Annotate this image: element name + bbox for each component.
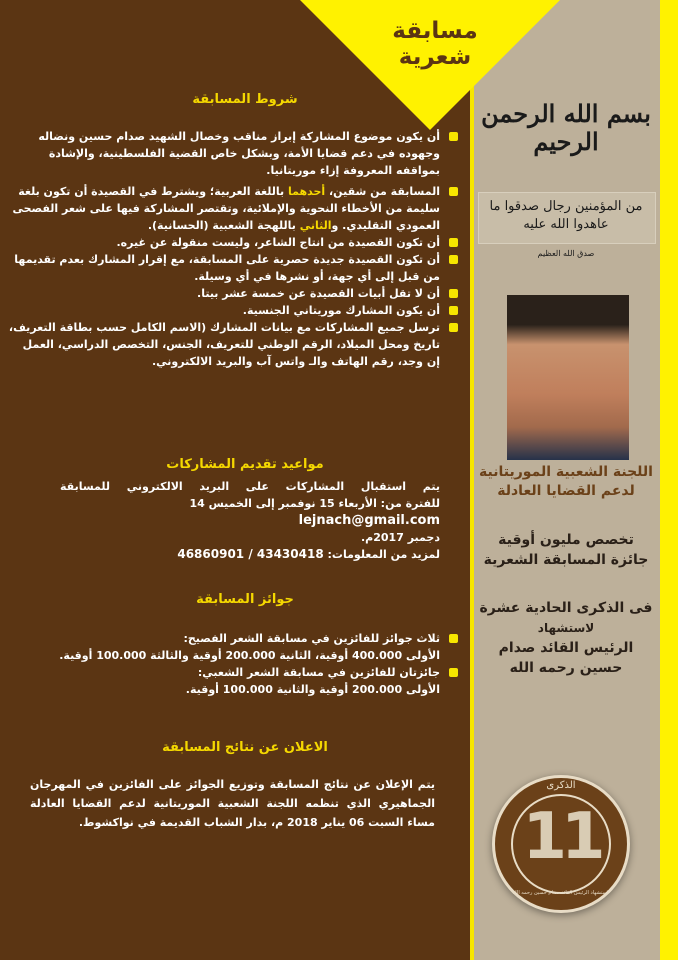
- badge-bottom-text: لاستشهاد الرئيس القائد صدام حسين رحمه الله: [512, 890, 610, 896]
- badge-number: 11: [522, 800, 600, 874]
- prize-line-2: جائزة المسابقة الشعرية: [483, 552, 649, 568]
- deadlines-text: [60, 478, 440, 563]
- prizes-heading: جوائز المسابقة: [196, 592, 294, 607]
- results-heading: الاعلان عن نتائج المسابقة: [162, 740, 328, 755]
- highlight-text: أحدهما: [287, 185, 326, 198]
- deadlines-end-date: دجمبر 2017م.: [361, 531, 440, 544]
- condition-item: [8, 183, 460, 234]
- anniv-line-1: فى الذكرى الحادية عشرة: [479, 600, 653, 616]
- poster-title: [380, 18, 490, 70]
- condition-item: أن تكون القصيدة من انتاج الشاعر، وليست منقولة عن غيره.: [8, 234, 460, 251]
- condition-item: أن يكون موضوع المشاركة إبراز مناقب وخصال الشهيد صدام حسين ونضاله وجهوده في دعم قضايا الأمة، وبشكل خاص القضية الفلسطينية، والإشادة بمواقفه المعروفة إزاء موريتانيا.: [8, 128, 460, 179]
- info-label: لمزيد من المعلومات:: [327, 548, 440, 561]
- portrait-photo: [507, 295, 629, 460]
- condition-text: المسابقة من شقين،: [325, 185, 440, 198]
- info-row: [60, 546, 440, 563]
- condition-item: أن تكون القصيدة جديدة حصرية على المسابقة، مع إقرار المشارك بعدم تقديمها من قبل إلى أي جهة، أو نشرها في أي وسيلة.: [8, 251, 460, 285]
- yellow-strip: [660, 0, 678, 960]
- anniv-line-2: لاستشهاد: [537, 621, 595, 635]
- prizes-list: [8, 630, 460, 698]
- condition-item: أن يكون المشارك موريتاني الجنسية.: [8, 302, 460, 319]
- org-name: [478, 463, 654, 501]
- org-line-1: اللجنة الشعبية الموريتانية: [479, 464, 653, 480]
- conditions-heading: شروط المسابقة: [192, 92, 298, 107]
- highlight-text: الثاني: [299, 219, 332, 232]
- contact-email[interactable]: lejnach@gmail.com: [298, 513, 440, 528]
- condition-item: ترسل جميع المشاركات مع بيانات المشارك (الاسم الكامل حسب بطاقة التعريف، تاريخ ومحل الميلاد، الرقم الوطني للتعريف، الجنس، التخصص الدراسي، العمل إن وجد، رقم الهاتف والـ واتس آب والبريد الالكتروني.: [8, 319, 460, 370]
- prize-line-1: تخصص مليون أوقية: [498, 532, 634, 548]
- anniv-line-4: حسين رحمه الله: [509, 660, 623, 676]
- conditions-list: [8, 128, 460, 370]
- title-line-1: مسابقة: [392, 18, 478, 44]
- verse-closing: صدق الله العظيم: [537, 249, 595, 258]
- deadlines-period-row: [60, 495, 440, 529]
- condition-item: أن لا تقل أبيات القصيدة عن خمسة عشر بيتا.: [8, 285, 460, 302]
- prize-title: جائزتان للفائزين في مسابقة الشعر الشعبي:: [197, 666, 440, 679]
- prize-announcement: [478, 530, 654, 570]
- title-line-2: شعرية: [398, 44, 472, 70]
- badge-top-text: الذكرى: [546, 780, 576, 791]
- condition-text: باللغة العربية؛ ويشترط في القصيدة أن تكون بلغة سليمة من الأخطاء النحوية والإملائية، وتقتصر المشاركة فيها على شعر الفصحى العمودي التقليدي. و: [12, 185, 440, 232]
- prize-item: [8, 664, 460, 698]
- prize-detail: الأولى 400.000 أوقية، الثانية 200.000 أوقية والثالثة 100.000 أوقية.: [59, 649, 440, 662]
- deadlines-heading: مواعيد تقديم المشاركات: [166, 457, 324, 472]
- condition-text: باللهجة الشعبية (الحسانية).: [147, 219, 300, 232]
- anniv-line-3: الرئيس القائد صدام: [498, 640, 634, 656]
- deadlines-period: للفترة من: الأربعاء 15 نوفمبر إلى الخميس 14: [189, 497, 440, 510]
- deadlines-line: يتم استقبال المشاركات على البريد الالكتروني للمسابقة: [60, 480, 440, 493]
- org-line-2: لدعم القضايا العادلة: [497, 483, 635, 499]
- anniversary-text: [478, 598, 654, 678]
- results-text: يتم الإعلان عن نتائج المسابقة وتوزيع الجوائز على الفائزين في المهرجان الجماهيري الذي تنظمه اللجنة الشعبية الموريتانية لدعم القضايا العادلة مساء السبت 06 يناير 2018 م، بدار الشباب القديمة في نواكشوط.: [30, 778, 435, 829]
- basmala-calligraphy: بسم الله الرحمن الرحيم: [481, 99, 651, 156]
- prize-item: [8, 630, 460, 664]
- contact-phones: 46860901 / 43430418: [177, 547, 324, 561]
- verse-calligraphy: من المؤمنين رجال صدقوا ما عاهدوا الله عليه: [489, 199, 643, 232]
- anniversary-badge: [492, 775, 630, 913]
- prize-title: ثلاث جوائز للفائزين في مسابقة الشعر الفصيح:: [183, 632, 440, 645]
- prize-detail: الأولى 200.000 أوقية والثانية 100.000 أوقية.: [185, 683, 440, 696]
